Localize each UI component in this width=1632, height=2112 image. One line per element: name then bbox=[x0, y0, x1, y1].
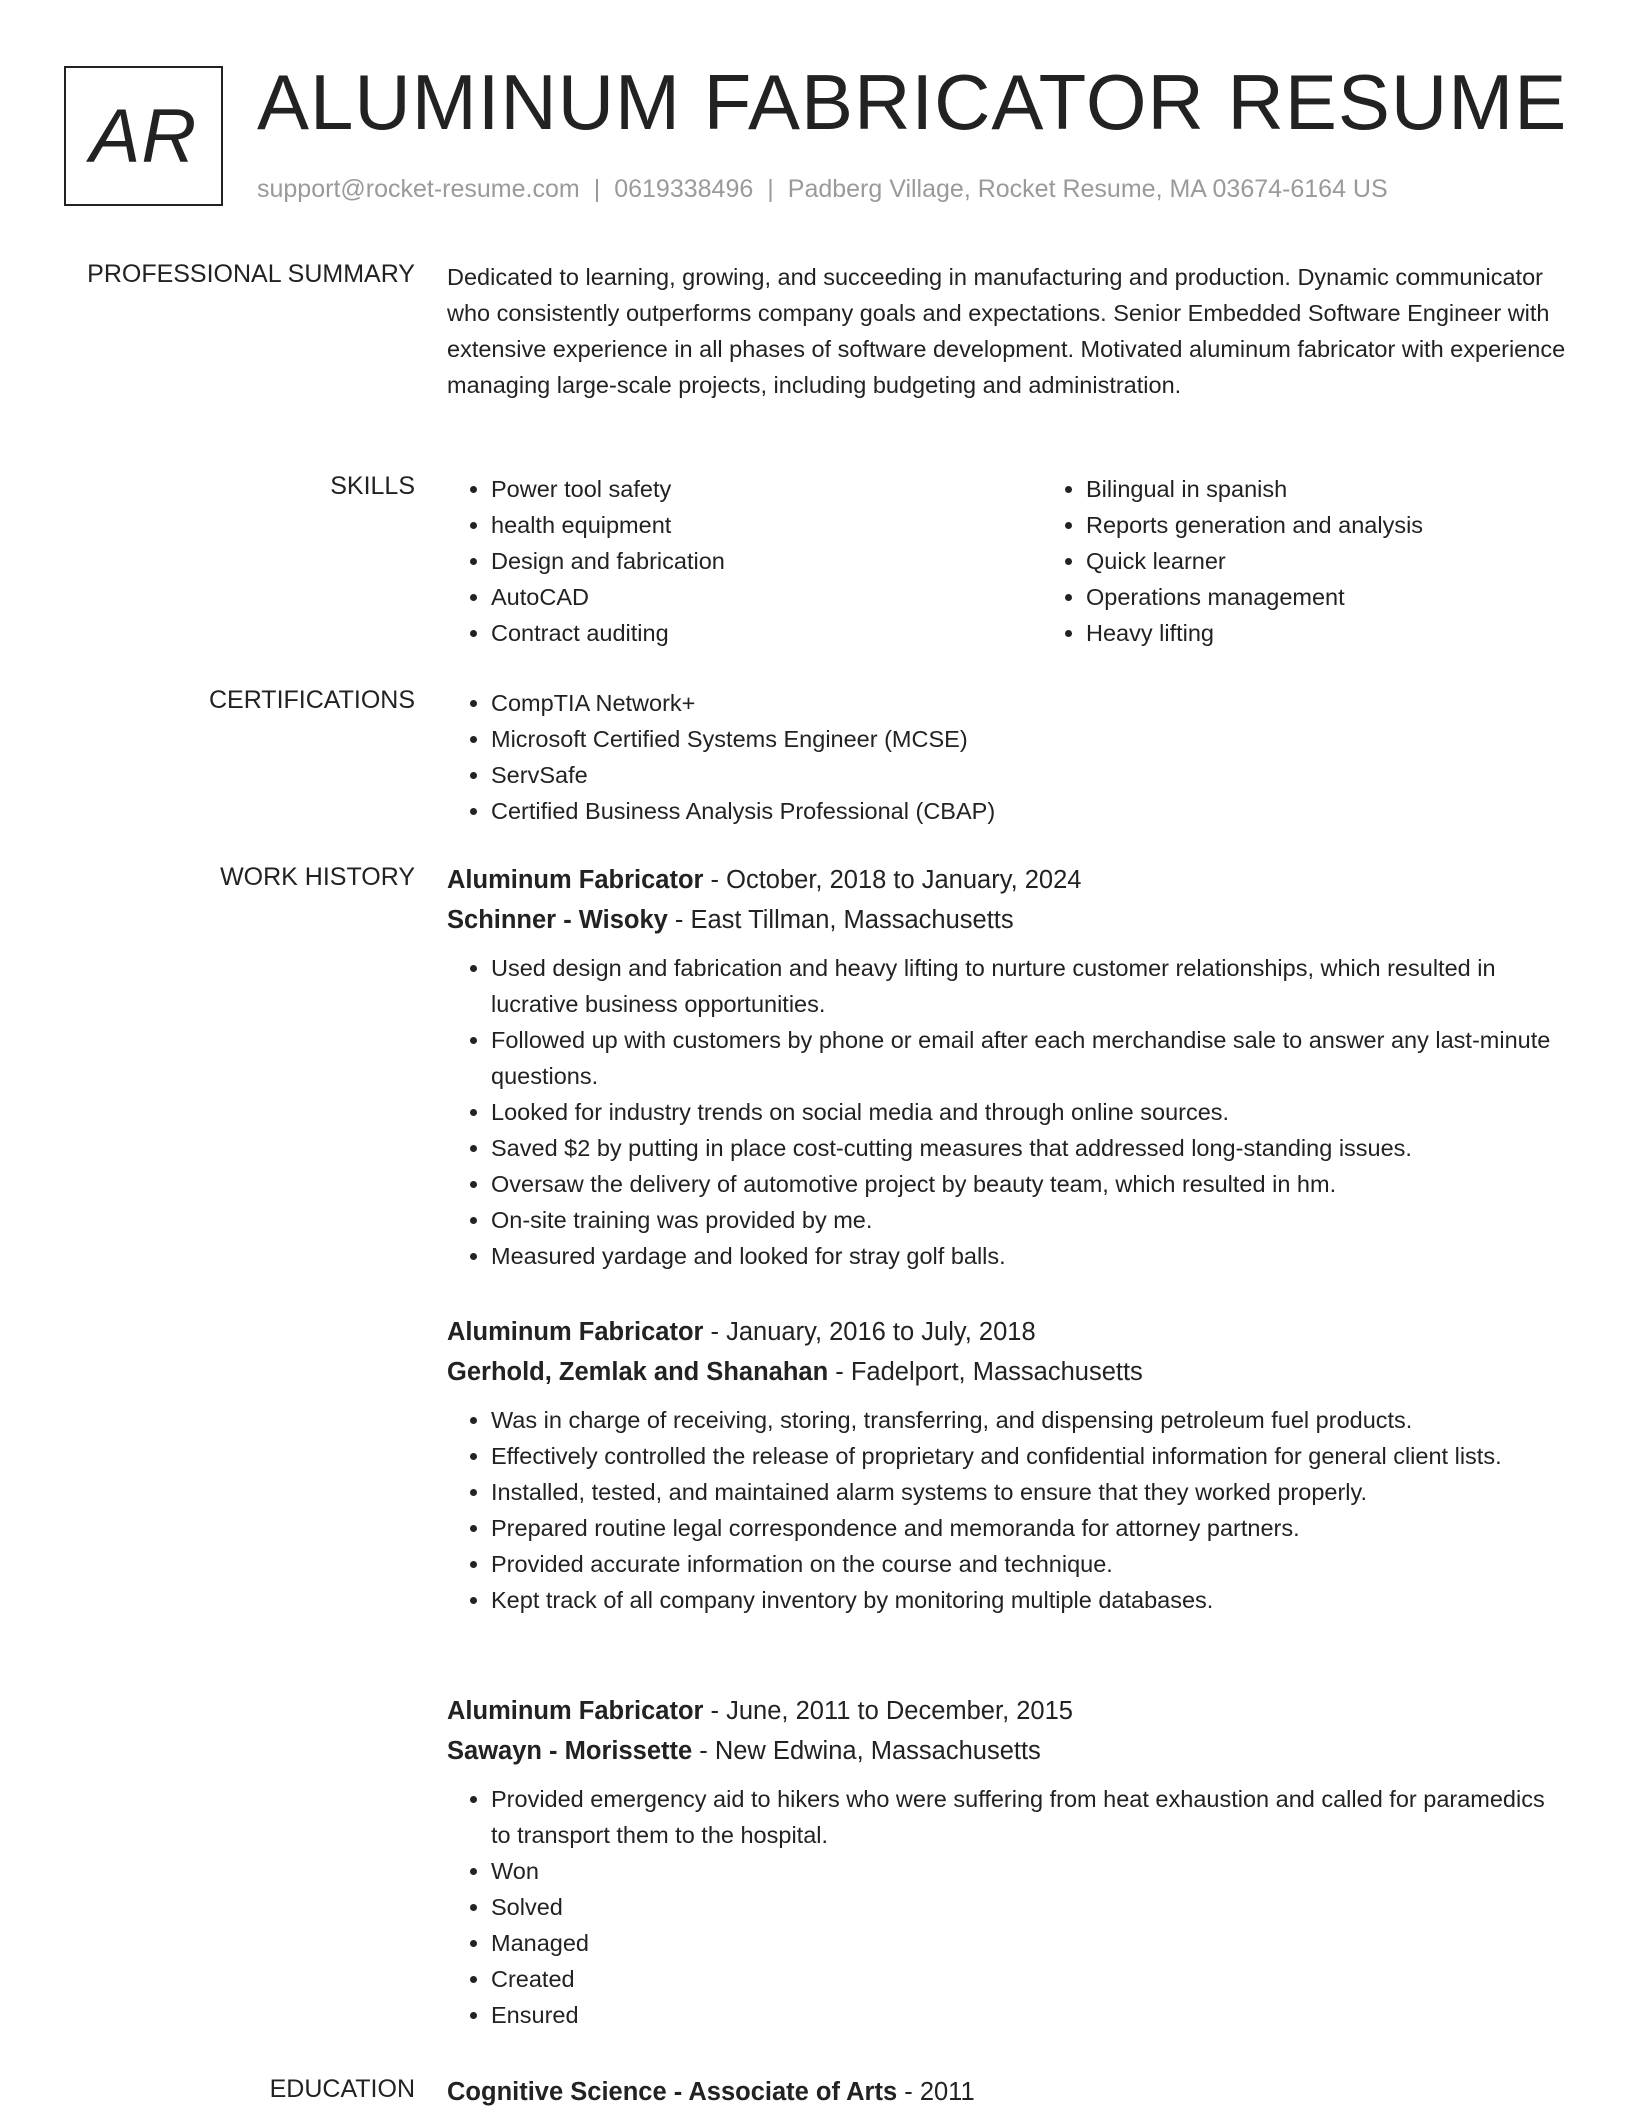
monogram-logo: AR bbox=[64, 66, 223, 206]
contact-line bbox=[257, 175, 1388, 204]
job-bullet: • Provided emergency aid to hikers who were suffering from heat exhaustion and called for paramedics to transport them to the hospital. bbox=[491, 1781, 1567, 1853]
job-company: Schinner - Wisoky bbox=[447, 906, 668, 934]
job-bullets bbox=[447, 1402, 1567, 1618]
skill-item: • AutoCAD bbox=[491, 579, 996, 615]
certifications-list bbox=[447, 685, 1567, 829]
contact-address: Padberg Village, Rocket Resume, MA 03674-6164 US bbox=[787, 175, 1388, 203]
job-title-line bbox=[447, 1691, 1567, 1731]
job-title: Aluminum Fabricator bbox=[447, 1697, 704, 1725]
skills-column-right bbox=[1042, 471, 1591, 651]
job-title-line bbox=[447, 860, 1567, 900]
skill-item: • Power tool safety bbox=[491, 471, 996, 507]
education-line bbox=[447, 2072, 1567, 2112]
job-entry bbox=[447, 1691, 1567, 2033]
job-bullet: • Provided accurate information on the course and technique. bbox=[491, 1546, 1567, 1582]
certification-item: • ServSafe bbox=[491, 757, 1567, 793]
skill-item: • Contract auditing bbox=[491, 615, 996, 651]
job-bullet: • Created bbox=[491, 1961, 1567, 1997]
resume-title: ALUMINUM FABRICATOR RESUME bbox=[257, 58, 1568, 146]
skill-item: • Design and fabrication bbox=[491, 543, 996, 579]
job-location: - New Edwina, Massachusetts bbox=[692, 1737, 1041, 1765]
contact-separator: | bbox=[593, 175, 601, 203]
job-bullet: • Measured yardage and looked for stray golf balls. bbox=[491, 1238, 1567, 1274]
job-title-line bbox=[447, 1312, 1567, 1352]
job-entry bbox=[447, 860, 1567, 1274]
skill-item: • Quick learner bbox=[1086, 543, 1591, 579]
job-bullet: • Won bbox=[491, 1853, 1567, 1889]
skill-item: • Heavy lifting bbox=[1086, 615, 1591, 651]
job-location: - East Tillman, Massachusetts bbox=[667, 906, 1014, 934]
job-company-line bbox=[447, 1352, 1567, 1392]
job-title: Aluminum Fabricator bbox=[447, 866, 704, 894]
job-bullet: • Used design and fabrication and heavy lifting to nurture customer relationships, which resulted in lucrative business opportunities. bbox=[491, 950, 1567, 1022]
section-label-summary: PROFESSIONAL SUMMARY bbox=[87, 260, 415, 288]
job-title: Aluminum Fabricator bbox=[447, 1318, 704, 1346]
contact-separator: | bbox=[767, 175, 774, 203]
job-bullet: • Oversaw the delivery of automotive project by beauty team, which resulted in hm. bbox=[491, 1166, 1567, 1202]
skill-item: • Bilingual in spanish bbox=[1086, 471, 1591, 507]
job-dates: - January, 2016 to July, 2018 bbox=[703, 1318, 1036, 1346]
job-bullet: • Prepared routine legal correspondence and memoranda for attorney partners. bbox=[491, 1510, 1567, 1546]
job-location: - Fadelport, Massachusetts bbox=[828, 1358, 1143, 1386]
job-bullets bbox=[447, 1781, 1567, 2033]
job-dates: - October, 2018 to January, 2024 bbox=[703, 866, 1082, 894]
job-bullet: • Saved $2 by putting in place cost-cutting measures that addressed long-standing issues. bbox=[491, 1130, 1567, 1166]
contact-phone[interactable]: 0619338496 bbox=[614, 175, 754, 203]
job-bullet: • Looked for industry trends on social media and through online sources. bbox=[491, 1094, 1567, 1130]
job-company: Sawayn - Morissette bbox=[447, 1737, 693, 1765]
job-bullet: • Followed up with customers by phone or email after each merchandise sale to answer any last-minute questions. bbox=[491, 1022, 1567, 1094]
contact-email[interactable]: support@rocket-resume.com bbox=[257, 175, 580, 203]
job-bullet: • On-site training was provided by me. bbox=[491, 1202, 1567, 1238]
education-degree: Cognitive Science - Associate of Arts bbox=[447, 2078, 898, 2106]
certification-item: • Microsoft Certified Systems Engineer (MCSE) bbox=[491, 721, 1567, 757]
job-dates: - June, 2011 to December, 2015 bbox=[703, 1697, 1073, 1725]
certification-item: • CompTIA Network+ bbox=[491, 685, 1567, 721]
job-bullets bbox=[447, 950, 1567, 1274]
section-label-work-history: WORK HISTORY bbox=[220, 863, 415, 891]
section-label-skills: SKILLS bbox=[330, 472, 415, 500]
job-bullet: • Solved bbox=[491, 1889, 1567, 1925]
job-bullet: • Managed bbox=[491, 1925, 1567, 1961]
job-company-line bbox=[447, 1731, 1567, 1771]
education-year: - 2011 bbox=[897, 2078, 975, 2106]
skill-item: • Reports generation and analysis bbox=[1086, 507, 1591, 543]
job-bullet: • Kept track of all company inventory by monitoring multiple databases. bbox=[491, 1582, 1567, 1618]
job-bullet: • Was in charge of receiving, storing, transferring, and dispensing petroleum fuel products. bbox=[491, 1402, 1567, 1438]
skills-list bbox=[447, 471, 1567, 651]
certification-item: • Certified Business Analysis Professional (CBAP) bbox=[491, 793, 1567, 829]
section-label-certifications: CERTIFICATIONS bbox=[208, 686, 415, 714]
job-bullet: • Ensured bbox=[491, 1997, 1567, 2033]
education-entry bbox=[447, 2072, 1567, 2112]
section-label-education: EDUCATION bbox=[269, 2075, 415, 2103]
job-company: Gerhold, Zemlak and Shanahan bbox=[447, 1358, 829, 1386]
job-company-line bbox=[447, 900, 1567, 940]
job-entry bbox=[447, 1312, 1567, 1618]
summary-text: Dedicated to learning, growing, and succeeding in manufacturing and production. Dynamic communicator who consistently outperforms company goals and expectations. Senior Embedded Software Engineer with extensive experience in all phases of software development. Motivated aluminum fabricator with experience managing large-scale projects, including budgeting and administration. bbox=[447, 264, 1566, 398]
skills-column-left bbox=[447, 471, 996, 651]
job-bullet: • Effectively controlled the release of proprietary and confidential information for general client lists. bbox=[491, 1438, 1567, 1474]
job-bullet: • Installed, tested, and maintained alarm systems to ensure that they worked properly. bbox=[491, 1474, 1567, 1510]
skill-item: • Operations management bbox=[1086, 579, 1591, 615]
skill-item: • health equipment bbox=[491, 507, 996, 543]
